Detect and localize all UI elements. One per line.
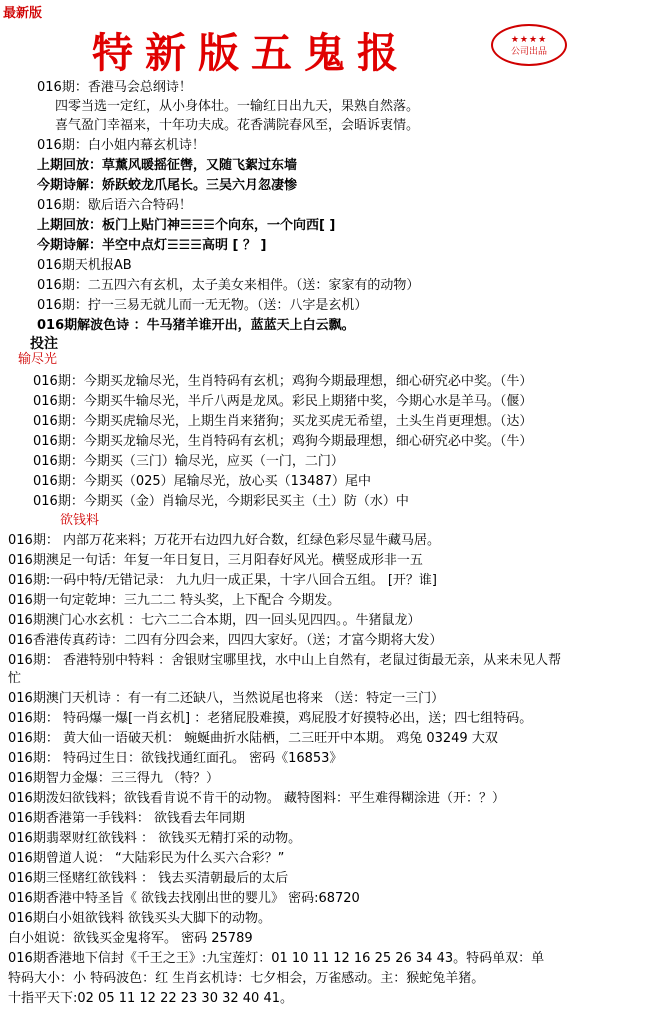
section-c-line: 016期澳门天机诗 ：有一有二还缺八，当然说尾也将来 （送：特定一三门） [8,691,445,706]
section-c-line: 016期： 香港特别中特料 ：舍银财宝哪里找，水中山上自然有，老鼠过街最无亲，从来未见人帮 [8,653,562,668]
section-a-line: 上期回放：草薰风暖摇征辔，又随飞絮过东墙 [37,158,298,173]
poem-heading: 016期：香港马会总纲诗！ [37,80,192,95]
section-b-line: 016期：今期买龙输尽光，生肖特码有玄机；鸡狗今期最理想，细心研究必中奖。（牛） [33,434,533,449]
section-c-line: 016期： 黄大仙一语破天机： 蜿蜒曲折水陆栖，二三旺开中本期。 鸡兔 03249 大双 [8,731,498,746]
section-c-line: 016期澳足一句话：年复一年日复日，三月阳春好风光。横竖成形非一五 [8,553,423,568]
section-c-line: 016期翡翠财红欲钱料 ： 欲钱买无精打采的动物。 [8,831,302,846]
section-c-line: 016期泼妇欲钱料；欲钱看肯说不肯干的动物。 藏特图料：平生难得糊涂进（开：？） [8,791,505,806]
section-a-line: 016期：拧一三易无就儿而一无无物。（送：八字是玄机） [37,298,368,313]
shujinguang-label: 输尽光 [18,352,58,367]
seal-stamp [491,24,567,66]
section-c-line: 016期： 特码爆一爆[一肖玄机] ：老猪屁股难摸，鸡屁股才好摸特必出，送；四七组特码。 [8,711,533,726]
section-c-line: 016期三怪赌红欲钱料 ： 钱去买清朝最后的太后 [8,871,289,886]
poem-line: 喜气盈门幸福来，十年功夫成。花香满院春风至，会晤诉衷情。 [55,118,420,133]
section-b-line: 016期：今期买牛输尽光，半斤八两是龙凤。彩民上期猪中奖，今期心水是羊马。（偃） [33,394,533,409]
section-c-line: 白小姐说：欲钱买金鬼将军。 密码 25789 [8,931,253,946]
section-c-line: 016期香港地下信封《千王之王》:九宝莲灯：01 10 11 12 16 25 26 34 43。特码单双：单 [8,951,545,966]
section-a-line: 今期诗解：半空中点灯☰☰☰高明 [ ？ ] [37,238,267,253]
section-c-line: 忙 [8,671,22,686]
section-c-line: 016香港传真药诗：二四有分四会来，四四大家好。（送；才富今期将大发） [8,633,443,648]
page-title: 特新版五鬼报 [92,29,410,77]
seal-stars: ★★★★ [510,35,548,45]
section-c-line: 016期香港中特圣旨《 欲钱去找刚出世的婴儿》 密码:68720 [8,891,360,906]
section-c-line: 016期智力金爆：三三得九 （特？） [8,771,219,786]
section-c-line: 016期： 内部万花来料；万花开右边四九好合数，红绿色彩尽显牛藏马居。 [8,533,440,548]
section-c-line: 016期白小姐欲钱料 欲钱买头大脚下的动物。 [8,911,271,926]
section-b-line: 016期：今期买（三门）输尽光，应买（一门，二门） [33,454,344,469]
section-c-line: 016期:一码中特/无错记录： 九九归一成正果，十字八回合五组。 [开？谁] [8,573,437,588]
corner-label: 最新版 [3,6,43,21]
section-c-line: 016期香港第一手钱料： 欲钱看去年同期 [8,811,245,826]
section-c-line: 特码大小：小 特码波色：红 生肖玄机诗：七夕相会，万雀感动。主：猴蛇兔羊猪。 [8,971,485,986]
yuqianliao-label: 欲钱料 [60,513,100,528]
section-c-line: 016期一句定乾坤：三九二二 特头奖，上下配合 今期发。 [8,593,341,608]
poem-line: 四零当选一定红，从小身体壮。一输红日出九天，果熟自然落。 [55,99,420,114]
section-b-line: 016期：今期买龙输尽光，生肖特码有玄机；鸡狗今期最理想，细心研究必中奖。（牛） [33,374,533,389]
section-c-line: 016期澳门心水玄机 ：七六二二合本期，四一回头见四四。。牛猪鼠龙） [8,613,421,628]
section-b-line: 016期：今期买虎输尽光，上期生肖来猪狗；买龙买虎无希望，土头生肖更理想。（达） [33,414,533,429]
seal-text: 公司出品 [510,47,547,57]
section-a-line: 上期回放：板门上贴门神☰☰☰个向东，一个向西[ ] [37,218,336,233]
section-a-line: 016期解波色诗 ：牛马猪羊谁开出，蓝蓝天上白云飘。 [37,318,355,333]
section-b-line: 016期：今期买（025）尾输尽光，放心买（13487）尾中 [33,474,371,489]
section-a-line: 016期：白小姐内幕玄机诗！ [37,138,205,153]
section-a-line: 今期诗解：娇跃蛟龙爪尾长。三吴六月忽凄惨 [37,178,298,193]
section-a-line: 016期：歇后语六合特码！ [37,198,192,213]
section-c-line: 016期曾道人说： “大陆彩民为什么买六合彩？” [8,851,285,866]
section-c-line: 十指平天下:02 05 11 12 22 23 30 32 40 41。 [8,991,293,1006]
section-a-line: 016期：二五四六有玄机，太子美女来相伴。（送：家家有的动物） [37,278,420,293]
section-a-line: 016期天机报AB [37,258,132,273]
touzhu-label: 投注 [30,336,58,352]
section-b-line: 016期：今期买（金）肖输尽光，今期彩民买主（土）防（水）中 [33,494,409,509]
section-c-line: 016期： 特码过生日：欲钱找通红面孔。 密码《16853》 [8,751,343,766]
